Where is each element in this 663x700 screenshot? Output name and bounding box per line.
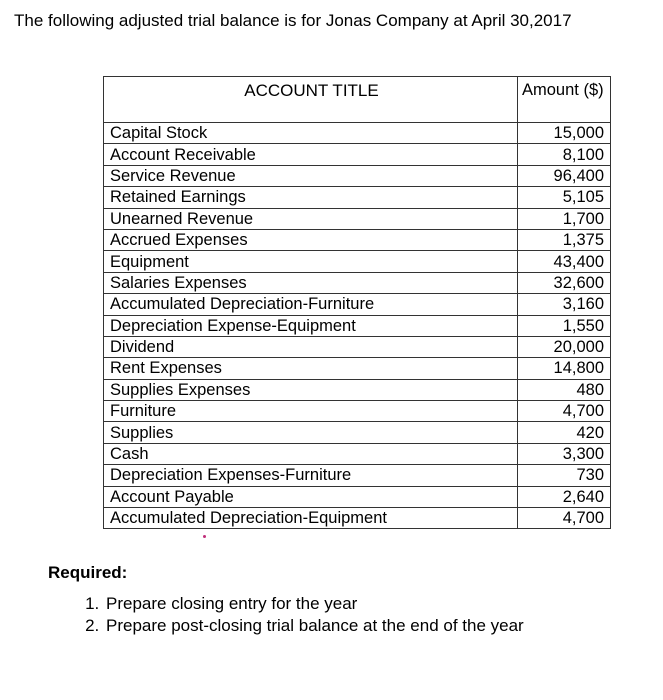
amount-cell: 2,640 — [518, 486, 611, 507]
account-title-cell: Unearned Revenue — [104, 208, 518, 229]
account-title-cell: Service Revenue — [104, 165, 518, 186]
table-row — [104, 422, 611, 443]
table-row — [104, 272, 611, 293]
account-title-cell: Salaries Expenses — [104, 272, 518, 293]
required-task-item: 1. Prepare closing entry for the year — [104, 593, 524, 615]
table-row — [104, 315, 611, 336]
table-row — [104, 508, 611, 529]
amount-cell: 1,700 — [518, 208, 611, 229]
table-row — [104, 251, 611, 272]
table-row — [104, 443, 611, 464]
account-title-cell: Dividend — [104, 336, 518, 357]
table-row — [104, 123, 611, 144]
account-title-cell: Furniture — [104, 401, 518, 422]
account-title-cell: Rent Expenses — [104, 358, 518, 379]
amount-cell: 5,105 — [518, 187, 611, 208]
table-row — [104, 229, 611, 250]
table-row — [104, 379, 611, 400]
stray-mark — [203, 535, 206, 538]
amount-cell: 420 — [518, 422, 611, 443]
amount-cell: 4,700 — [518, 401, 611, 422]
amount-cell: 8,100 — [518, 144, 611, 165]
amount-cell: 15,000 — [518, 123, 611, 144]
table-row — [104, 358, 611, 379]
account-title-cell: Cash — [104, 443, 518, 464]
account-title-cell: Supplies Expenses — [104, 379, 518, 400]
amount-cell: 32,600 — [518, 272, 611, 293]
table-row — [104, 294, 611, 315]
account-title-cell: Depreciation Expense-Equipment — [104, 315, 518, 336]
table-row — [104, 165, 611, 186]
amount-cell: 1,375 — [518, 229, 611, 250]
required-task-item: 2. Prepare post-closing trial balance at the end of the year — [104, 615, 524, 637]
account-title-cell: Account Payable — [104, 486, 518, 507]
amount-cell: 3,300 — [518, 443, 611, 464]
amount-cell: 4,700 — [518, 508, 611, 529]
account-title-cell: Supplies — [104, 422, 518, 443]
amount-cell: 480 — [518, 379, 611, 400]
amount-cell: 1,550 — [518, 315, 611, 336]
table-row — [104, 187, 611, 208]
trial-balance-table — [103, 76, 611, 529]
table-row — [104, 465, 611, 486]
table-row — [104, 486, 611, 507]
amount-header: Amount ($) — [518, 77, 611, 123]
amount-cell: 43,400 — [518, 251, 611, 272]
account-title-cell: Account Receivable — [104, 144, 518, 165]
account-title-cell: Accumulated Depreciation-Equipment — [104, 508, 518, 529]
account-title-cell: Depreciation Expenses-Furniture — [104, 465, 518, 486]
amount-cell: 3,160 — [518, 294, 611, 315]
page-heading: The following adjusted trial balance is for Jonas Company at April 30,2017 — [14, 11, 572, 30]
table-row — [104, 336, 611, 357]
account-title-cell: Accrued Expenses — [104, 229, 518, 250]
account-title-cell: Accumulated Depreciation-Furniture — [104, 294, 518, 315]
account-title-cell: Equipment — [104, 251, 518, 272]
account-title-cell: Retained Earnings — [104, 187, 518, 208]
required-task-list — [50, 593, 524, 637]
required-label: Required: — [48, 563, 128, 582]
trial-balance-body — [104, 77, 611, 529]
account-title-cell: Capital Stock — [104, 123, 518, 144]
amount-cell: 14,800 — [518, 358, 611, 379]
amount-cell: 730 — [518, 465, 611, 486]
amount-cell: 20,000 — [518, 336, 611, 357]
table-row — [104, 144, 611, 165]
amount-cell: 96,400 — [518, 165, 611, 186]
account-title-header: ACCOUNT TITLE — [104, 77, 518, 123]
table-row — [104, 208, 611, 229]
table-header-row — [104, 77, 611, 123]
table-row — [104, 401, 611, 422]
